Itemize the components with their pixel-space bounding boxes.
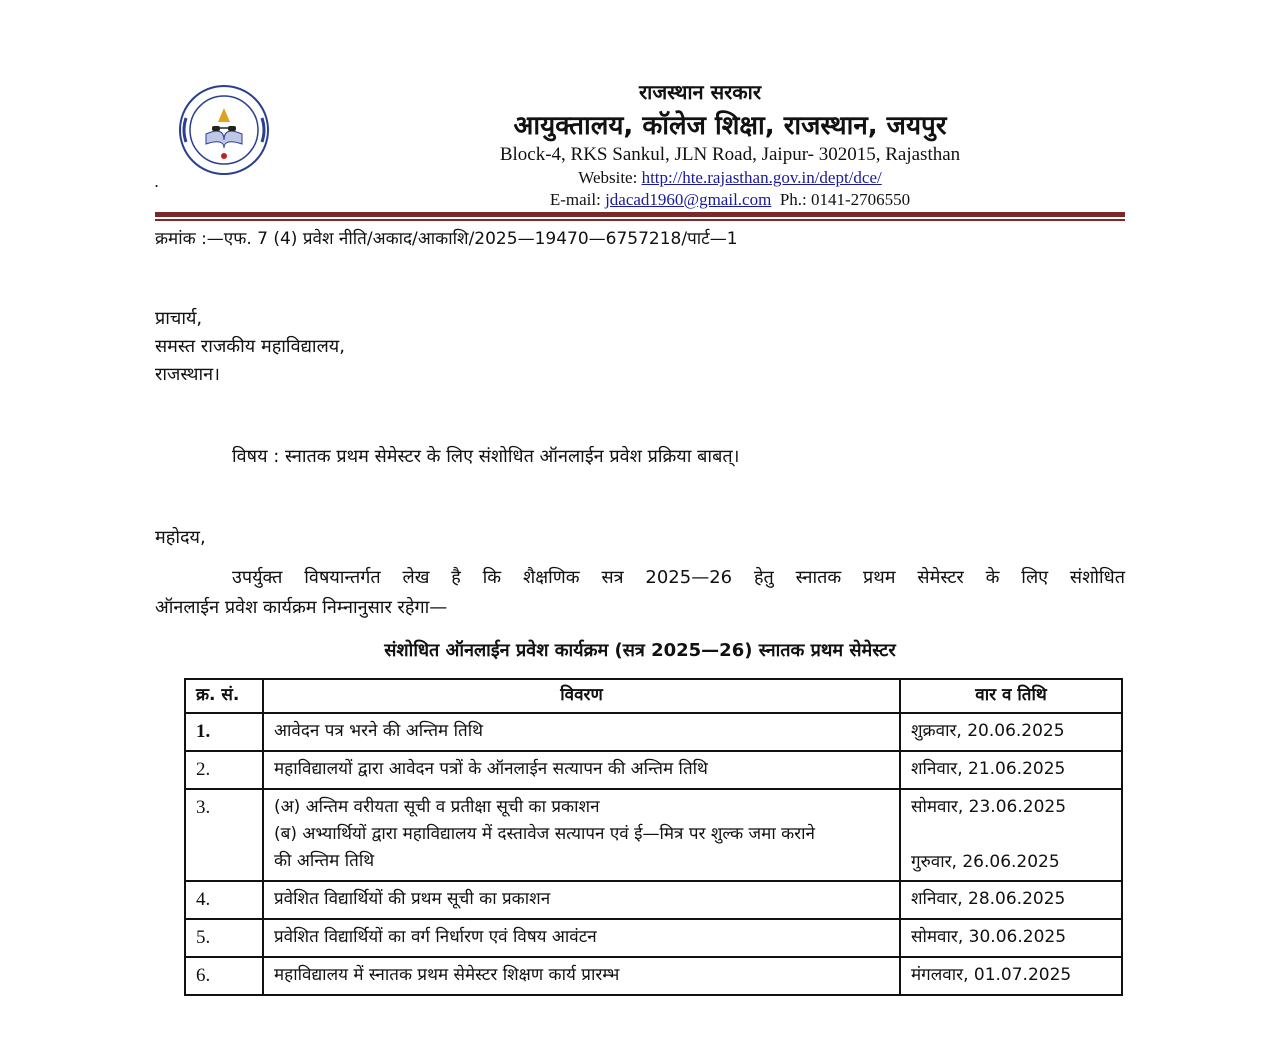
row-description: आवेदन पत्र भरने की अन्तिम तिथि <box>263 713 900 751</box>
addressee-line-1: प्राचार्य, <box>155 308 203 329</box>
body-paragraph-line-2: ऑनलाईन प्रवेश कार्यक्रम निम्नानुसार रहेगा— <box>155 597 448 618</box>
table-row <box>185 881 1122 919</box>
website-label: Website: <box>578 168 638 187</box>
reference-number: क्रमांक :—एफ. 7 (4) प्रवेश नीति/अकाद/आकाशि/2025—19470—6757218/पार्ट—1 <box>155 229 738 249</box>
row-description <box>263 789 900 881</box>
office-address: Block-4, RKS Sankul, JLN Road, Jaipur- 302015, Rajasthan <box>499 144 961 165</box>
salutation: महोदय, <box>155 527 206 548</box>
row-serial: 6. <box>196 965 211 986</box>
row-serial: 1. <box>196 721 211 742</box>
header-serial: क्र. सं. <box>185 679 263 713</box>
row-description: प्रवेशित विद्यार्थियों की प्रथम सूची का प्रकाशन <box>263 881 900 919</box>
row-date: सोमवार, 30.06.2025 <box>900 919 1122 957</box>
header-rule-thin <box>155 219 1125 221</box>
row-date-part-b: गुरुवार, 26.06.2025 <box>911 852 1060 872</box>
department-logo <box>176 82 272 178</box>
stray-mark: . <box>154 172 160 191</box>
header-description: विवरण <box>263 679 900 713</box>
row-description: महाविद्यालयों द्वारा आवेदन पत्रों के ऑनलाईन सत्यापन की अन्तिम तिथि <box>263 751 900 789</box>
row-serial: 4. <box>196 889 211 910</box>
row-date-part-a: सोमवार, 23.06.2025 <box>911 797 1067 817</box>
table-row <box>185 789 1122 881</box>
row-description-part-a: (अ) अन्तिम वरीयता सूची व प्रतीक्षा सूची का प्रकाशन <box>274 797 600 817</box>
header-date: वार व तिथि <box>900 679 1122 713</box>
row-description: प्रवेशित विद्यार्थियों का वर्ग निर्धारण एवं विषय आवंटन <box>263 919 900 957</box>
table-row <box>185 751 1122 789</box>
phone-number: Ph.: 0141-2706550 <box>779 190 911 209</box>
table-row <box>185 713 1122 751</box>
row-serial: 3. <box>196 797 211 818</box>
contact-line <box>440 190 1020 210</box>
schedule-title: संशोधित ऑनलाईन प्रवेश कार्यक्रम (सत्र 2025—26) स्नातक प्रथम सेमेस्टर <box>384 640 896 661</box>
schedule-table <box>184 678 1123 996</box>
table-header-row <box>185 679 1122 713</box>
email-link[interactable]: jdacad1960@gmail.com <box>605 190 772 209</box>
row-date: मंगलवार, 01.07.2025 <box>900 957 1122 995</box>
subject-line: विषय : स्नातक प्रथम सेमेस्टर के लिए संशोधित ऑनलाईन प्रवेश प्रक्रिया बाबत्। <box>232 446 740 467</box>
addressee-line-3: राजस्थान। <box>155 364 220 385</box>
office-title: आयुक्तालय, कॉलेज शिक्षा, राजस्थान, जयपुर <box>513 111 947 141</box>
table-row <box>185 919 1122 957</box>
row-date: शनिवार, 21.06.2025 <box>900 751 1122 789</box>
government-title: राजस्थान सरकार <box>638 80 762 104</box>
header-rule-thick <box>155 212 1125 217</box>
body-paragraph-line-1: उपर्युक्त विषयान्तर्गत लेख है कि शैक्षणिक सत्र 2025—26 हेतु स्नातक प्रथम सेमेस्टर के लिए संशोधित <box>232 567 1125 588</box>
website-link[interactable]: http://hte.rajasthan.gov.in/dept/dce/ <box>641 168 882 187</box>
row-date: शनिवार, 28.06.2025 <box>900 881 1122 919</box>
row-date: शुक्रवार, 20.06.2025 <box>900 713 1122 751</box>
row-date <box>900 789 1122 881</box>
row-serial: 5. <box>196 927 211 948</box>
row-description: महाविद्यालय में स्नातक प्रथम सेमेस्टर शिक्षण कार्य प्रारम्भ <box>263 957 900 995</box>
row-description-part-b: (ब) अभ्यार्थियों द्वारा महाविद्यालय में दस्तावेज सत्यापन एवं ई—मित्र पर शुल्क जमा कराने की अन्तिम तिथि <box>274 824 815 871</box>
table-row <box>185 957 1122 995</box>
email-label: E-mail: <box>549 190 601 209</box>
row-serial: 2. <box>196 759 211 780</box>
website-line <box>440 168 1020 188</box>
addressee-line-2: समस्त राजकीय महाविद्यालय, <box>155 336 345 357</box>
